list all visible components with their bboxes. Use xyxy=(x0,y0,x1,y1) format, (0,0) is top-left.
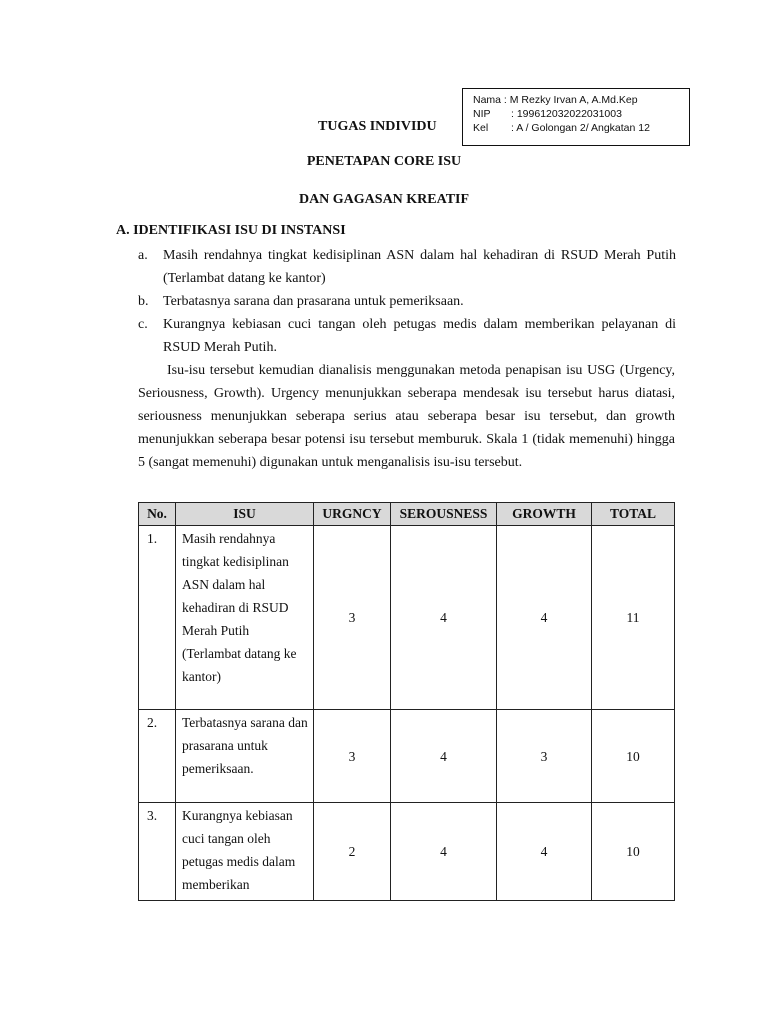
cell-isu: Masih rendahnya tingkat kedisiplinan ASN dalam hal kehadiran di RSUD Merah Putih (Terlambat datang ke kantor) xyxy=(176,526,314,710)
nip-value: : 199612032022031003 xyxy=(511,108,622,120)
col-header-growth: GROWTH xyxy=(497,503,592,526)
cell-total: 10 xyxy=(592,710,675,803)
title-penetapan-core-isu: PENETAPAN CORE ISU xyxy=(306,154,462,169)
cell-growth: 4 xyxy=(497,803,592,901)
table-row xyxy=(139,526,675,710)
cell-urgency: 3 xyxy=(314,710,391,803)
cell-total: 11 xyxy=(592,526,675,710)
nama-row xyxy=(473,93,689,107)
list-item xyxy=(138,290,676,313)
col-header-no: No. xyxy=(139,503,176,526)
cell-no: 1. xyxy=(139,526,176,710)
nip-row xyxy=(473,107,689,121)
nama-value: M Rezky Irvan A, A.Md.Kep xyxy=(509,94,638,106)
col-header-isu: ISU xyxy=(176,503,314,526)
cell-urgency: 3 xyxy=(314,526,391,710)
list-text: Masih rendahnya tingkat kedisiplinan ASN dalam hal kehadiran di RSUD Merah Putih (Terlambat datang ke kantor) xyxy=(163,248,676,286)
cell-seriousness: 4 xyxy=(391,710,497,803)
table-row xyxy=(139,710,675,803)
list-text: Kurangnya kebiasan cuci tangan oleh petugas medis dalam memberikan pelayanan di RSUD Merah Putih. xyxy=(163,317,676,355)
nip-label: NIP xyxy=(473,108,491,120)
usg-paragraph: Isu-isu tersebut kemudian dianalisis menggunakan metoda penapisan isu USG (Urgency, Seriousness, Growth). Urgency menunjukkan seberapa mendesak isu tersebut harus diatasi, seriousness menunjukkan seberapa serius atau seberapa besar isu tersebut, dan growth menunjukkan seberapa besar potensi isu tersebut memburuk. Skala 1 (tidak memenuhi) hingga 5 (sangat memenuhi) digunakan untuk menganalisis isu-isu tersebut. xyxy=(138,363,675,470)
cell-seriousness: 4 xyxy=(391,803,497,901)
list-item xyxy=(138,313,676,359)
col-header-total: TOTAL xyxy=(592,503,675,526)
kel-value: : A / Golongan 2/ Angkatan 12 xyxy=(511,122,650,134)
col-header-urgency: URGNCY xyxy=(314,503,391,526)
list-item xyxy=(138,244,676,290)
table-header-row xyxy=(139,503,675,526)
title-gagasan-kreatif: DAN GAGASAN KREATIF xyxy=(298,192,470,207)
nama-label: Nama : xyxy=(473,94,507,106)
identity-box xyxy=(462,88,690,146)
usg-table xyxy=(138,502,675,901)
cell-seriousness: 4 xyxy=(391,526,497,710)
cell-isu: Kurangnya kebiasan cuci tangan oleh petugas medis dalam memberikan xyxy=(176,803,314,901)
list-marker: a. xyxy=(138,248,148,263)
list-text: Terbatasnya sarana dan prasarana untuk pemeriksaan. xyxy=(163,294,464,309)
list-marker: c. xyxy=(138,317,148,332)
kel-row xyxy=(473,121,689,135)
cell-urgency: 2 xyxy=(314,803,391,901)
cell-growth: 4 xyxy=(497,526,592,710)
cell-isu: Terbatasnya sarana dan prasarana untuk pemeriksaan. xyxy=(176,710,314,803)
section-a-heading: A. IDENTIFIKASI ISU DI INSTANSI xyxy=(116,223,346,238)
cell-total: 10 xyxy=(592,803,675,901)
table-row xyxy=(139,803,675,901)
list-marker: b. xyxy=(138,294,149,309)
cell-growth: 3 xyxy=(497,710,592,803)
cell-no: 2. xyxy=(139,710,176,803)
col-header-seriousness: SEROUSNESS xyxy=(391,503,497,526)
title-tugas-individu: TUGAS INDIVIDU xyxy=(318,119,437,134)
cell-no: 3. xyxy=(139,803,176,901)
kel-label: Kel xyxy=(473,122,489,134)
